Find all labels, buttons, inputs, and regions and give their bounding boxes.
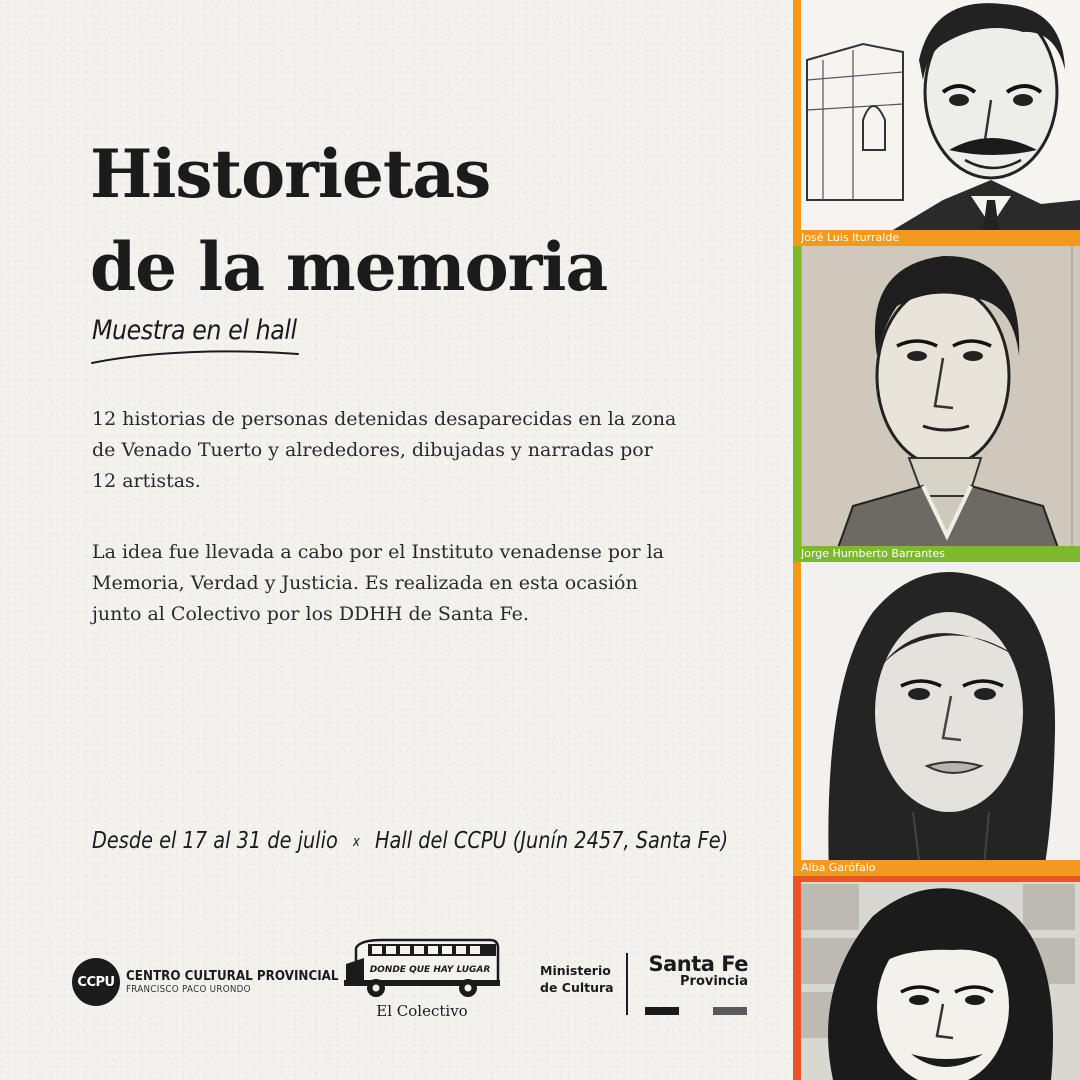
ccpu-logo [72,958,357,1006]
portrait-1-drawing [793,0,1080,246]
portrait-panel-4 [793,876,1080,1080]
santafe-logo [640,952,748,989]
santafe-name: Santa Fe [648,952,748,976]
bus-text: DONDE QUE HAY LUGAR [369,965,491,975]
portrait-4-drawing [793,876,1080,1080]
santafe-bars-icon [645,1007,749,1017]
logo-divider [626,953,628,1015]
ministerio-line-2: de Cultura [540,980,614,995]
ministerio-logo [540,962,614,996]
colectivo-label: El Colectivo [376,1002,468,1020]
title-line-2: de la memoria [90,228,608,306]
ccpu-subname: FRANCISCO PACO URONDO [126,984,251,995]
description-paragraph-1: 12 historias de personas detenidas desaparecidas en la zona de Venado Tuerto y alrededores, dibujadas y narradas por 12 artistas. [92,408,677,492]
event-info [92,828,728,854]
ministerio-line-1: Ministerio [540,963,611,978]
portrait-caption-2: Jorge Humberto Barrantes [793,546,1080,562]
event-location: Hall del CCPU (Junín 2457, Santa Fe) [374,828,729,854]
bus-logo-icon [342,934,502,1000]
portrait-2-drawing [793,246,1080,562]
subtitle: Muestra en el hall [92,315,297,346]
event-dates: Desde el 17 al 31 de julio [92,828,338,854]
ccpu-name: CENTRO CULTURAL PROVINCIAL [126,969,339,984]
portrait-panel-2 [793,246,1080,562]
portrait-caption-1: José Luis Iturralde [793,230,1080,246]
ccpu-mark: CCPU [72,958,120,1006]
description-paragraph-2: La idea fue llevada a cabo por el Instituto venadense por la Memoria, Verdad y Justicia. Es realizada en esta ocasión junto al Colectivo por los DDHH de Santa Fe. [92,541,664,625]
event-separator: x [352,833,360,850]
portrait-panel-3 [793,562,1080,876]
portrait-panel-1 [793,0,1080,246]
portrait-column [793,0,1080,1080]
page-title [90,128,607,314]
santafe-sub: Provincia [680,974,748,989]
title-line-1: Historietas [90,135,491,213]
portrait-3-drawing [793,562,1080,876]
subtitle-underline [90,345,302,367]
portrait-caption-3: Alba Garófalo [793,860,1080,876]
